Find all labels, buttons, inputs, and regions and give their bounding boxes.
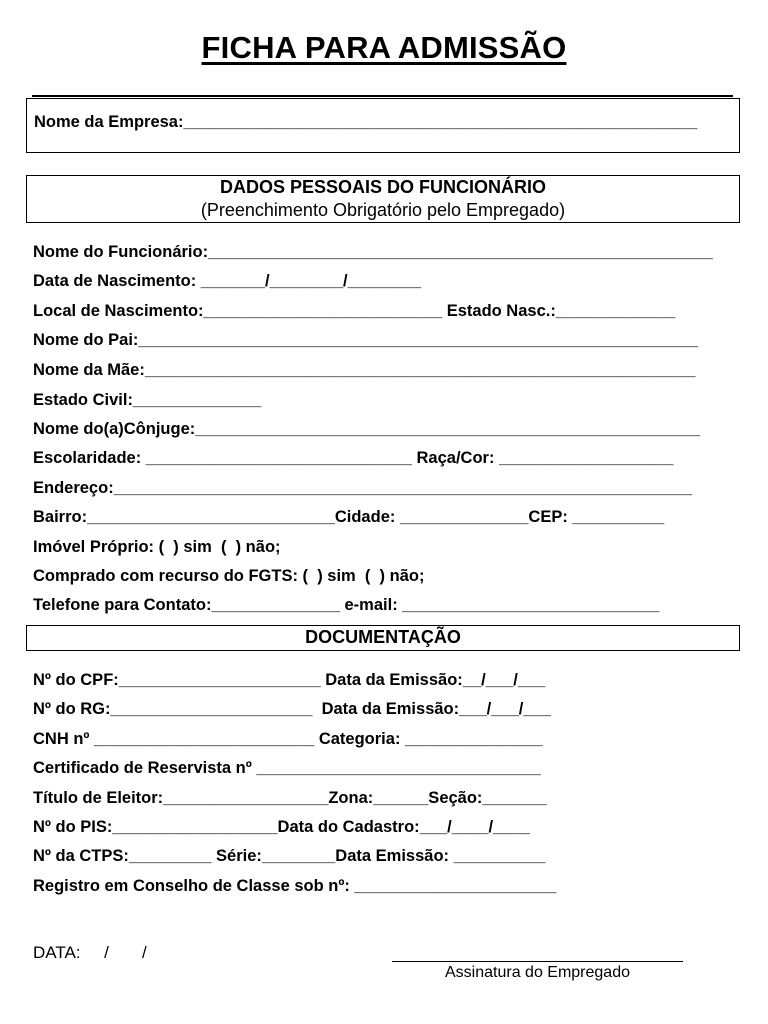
documentation-header-box (26, 625, 740, 651)
field-own-property[interactable]: Imóvel Próprio: ( ) sim ( ) não; (33, 538, 281, 556)
field-district-city-zip[interactable]: Bairro:___________________________Cidade: ______________CEP: __________ (33, 508, 665, 526)
field-address[interactable]: Endereço:_______________________________________________________________ (33, 479, 692, 497)
documentation-heading: DOCUMENTAÇÃO (305, 627, 461, 647)
company-box (26, 98, 740, 153)
field-cnh[interactable]: CNH nº ________________________ Categoria: _______________ (33, 730, 543, 748)
field-council-registration[interactable]: Registro em Conselho de Classe sob nº: ______________________ (33, 877, 557, 895)
date-field[interactable] (33, 943, 147, 963)
field-marital-status[interactable]: Estado Civil:______________ (33, 391, 262, 409)
field-education-race[interactable]: Escolaridade: _____________________________ Raça/Cor: ___________________ (33, 449, 674, 467)
personal-data-heading: DADOS PESSOAIS DO FUNCIONÁRIO (219, 177, 547, 197)
form-title: FICHA PARA ADMISSÃO (201, 30, 567, 65)
date-slashes: / / (80, 943, 147, 962)
personal-data-subheading: (Preenchimento Obrigatório pelo Empregado) (200, 200, 566, 220)
field-spouse-name[interactable]: Nome do(a)Cônjuge:_______________________________________________________ (33, 420, 700, 438)
signature-label: Assinatura do Empregado (445, 964, 630, 981)
field-ctps[interactable]: Nº da CTPS:_________ Série:________Data Emissão: __________ (33, 847, 546, 865)
field-mother-name[interactable]: Nome da Mãe:____________________________________________________________ (33, 361, 696, 379)
field-pis[interactable]: Nº do PIS:__________________Data do Cadastro:___/____/____ (33, 818, 530, 836)
field-phone-email[interactable]: Telefone para Contato:______________ e-mail: ____________________________ (33, 596, 660, 614)
company-name-field[interactable]: Nome da Empresa:________________________________________________________ (34, 113, 698, 131)
personal-data-header-box (26, 175, 740, 223)
signature-line[interactable] (392, 961, 683, 962)
field-birth-date[interactable]: Data de Nascimento: _______/________/________ (33, 272, 422, 290)
field-rg[interactable]: Nº do RG:______________________ Data da Emissão:___/___/___ (33, 700, 551, 718)
field-birth-place[interactable]: Local de Nascimento:__________________________ Estado Nasc.:_____________ (33, 302, 676, 320)
title-divider (32, 95, 733, 97)
field-voter-title[interactable]: Título de Eleitor:__________________Zona:______Seção:_______ (33, 789, 547, 807)
field-fgts-purchase[interactable]: Comprado com recurso do FGTS: ( ) sim ( ) não; (33, 567, 425, 585)
field-cpf[interactable]: Nº do CPF:______________________ Data da Emissão:__/___/___ (33, 671, 546, 689)
date-label: DATA: (33, 943, 81, 962)
field-employee-name[interactable]: Nome do Funcionário:_______________________________________________________ (33, 243, 713, 261)
field-reservist-certificate[interactable]: Certificado de Reservista nº _______________________________ (33, 759, 541, 777)
field-father-name[interactable]: Nome do Pai:_____________________________________________________________ (33, 331, 699, 349)
